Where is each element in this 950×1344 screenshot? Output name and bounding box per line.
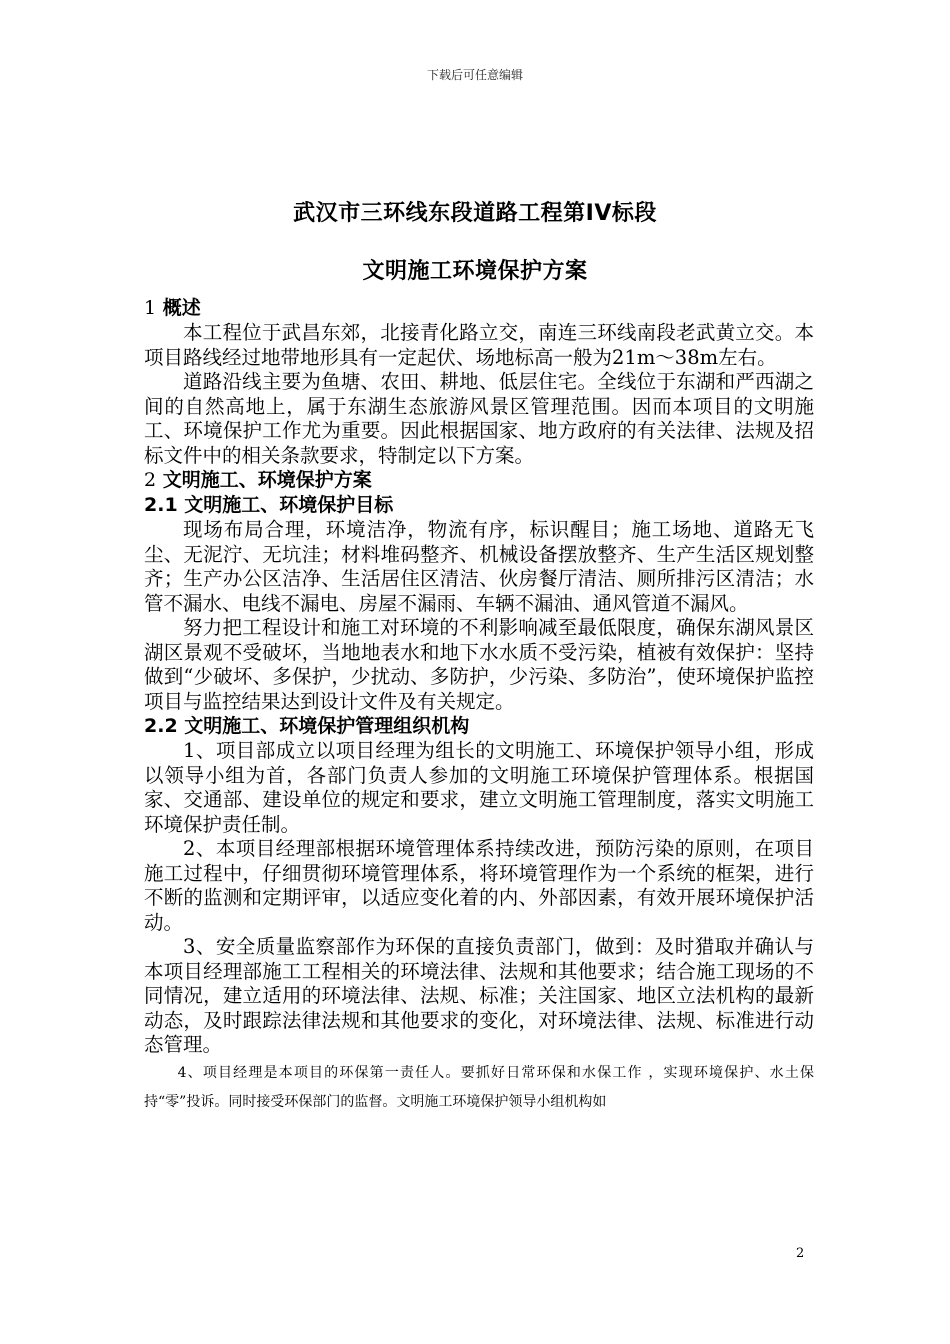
paragraph: 1、项目部成立以项目经理为组长的文明施工、环境保护领导小组，形成以领导小组为首，各部门负责人参加的文明施工环境保护管理体系。根据国家、交通部、建设单位的规定和要求，建立文明施工管理制度，落实文明施工环境保护责任制。 (144, 739, 814, 836)
paragraph: 道路沿线主要为鱼塘、农田、耕地、低层住宅。全线位于东湖和严西湖之间的自然高地上，属于东湖生态旅游风景区管理范围。因而本项目的文明施工、环境保护工作尤为重要。因此根据国家、地方政府的有关法律、法规及招标文件中的相关条款要求，特制定以下方案。 (144, 370, 814, 467)
paragraph-small: 4、项目经理是本项目的环保第一责任人。要抓好日常环保和水保工作 ，实现环境保护、水土保持“零”投诉。同时接受环保部门的监督。文明施工环境保护领导小组机构如 (144, 1064, 814, 1110)
section-title: 文明施工、环境保护管理组织机构 (184, 715, 470, 737)
section-1-heading (144, 296, 814, 321)
section-number: 2.2 (144, 715, 178, 737)
paragraph: 本工程位于武昌东郊，北接青化路立交，南连三环线南段老武黄立交。本项目路线经过地带地形具有一定起伏、场地标高一般为21m～38m左右。 (144, 321, 814, 369)
document-body (144, 296, 814, 1117)
paragraph: 现场布局合理，环境洁净，物流有序，标识醒目；施工场地、道路无飞尘、无泥泞、无坑洼；材料堆码整齐、机械设备摆放整齐、生产生活区规划整齐；生产办公区洁净、生活居住区清洁、伙房餐厅清洁、厕所排污区清洁；水管不漏水、电线不漏电、房屋不漏雨、车辆不漏油、通风管道不漏风。 (144, 518, 814, 615)
document-title-line2: 文明施工环境保护方案 (362, 259, 588, 284)
section-number: 2 (144, 469, 157, 491)
paragraph: 努力把工程设计和施工对环境的不利影响减至最低限度，确保东湖风景区湖区景观不受破坏，当地地表水和地下水水质不受污染，植被有效保护：坚持做到“少破坏、多保护，少扰动、多防护，少污染、多防治”，使环境保护监控项目与监控结果达到设计文件及有关规定。 (144, 616, 814, 713)
section-title: 文明施工、环境保护目标 (184, 494, 394, 516)
document-title-line1: 武汉市三环线东段道路工程第ⅠV标段 (293, 201, 657, 226)
section-title: 概述 (162, 297, 201, 319)
page-number: 2 (796, 1246, 805, 1261)
section-2-2-heading (144, 714, 814, 739)
section-title: 文明施工、环境保护方案 (162, 469, 372, 491)
section-number: 2.1 (144, 494, 178, 516)
paragraph: 3、安全质量监察部作为环保的直接负责部门，做到：及时猎取并确认与本项目经理部施工工程相关的环境法律、法规和其他要求；结合施工现场的不同情况，建立适用的环境法律、法规、标准；关注国家、地区立法机构的最新动态，及时跟踪法律法规和其他要求的变化，对环境法律、法规、标准进行动态管理。 (144, 935, 814, 1056)
section-number: 1 (144, 297, 157, 319)
header-note: 下载后可任意编辑 (426, 68, 523, 82)
section-2-heading (144, 468, 814, 493)
section-2-1-heading (144, 493, 814, 518)
paragraph: 2、本项目经理部根据环境管理体系持续改进，预防污染的原则，在项目施工过程中，仔细贯彻环境管理体系，将环境管理作为一个系统的框架，进行不断的监测和定期评审，以适应变化着的内、外部因素，有效开展环境保护活动。 (144, 837, 814, 934)
